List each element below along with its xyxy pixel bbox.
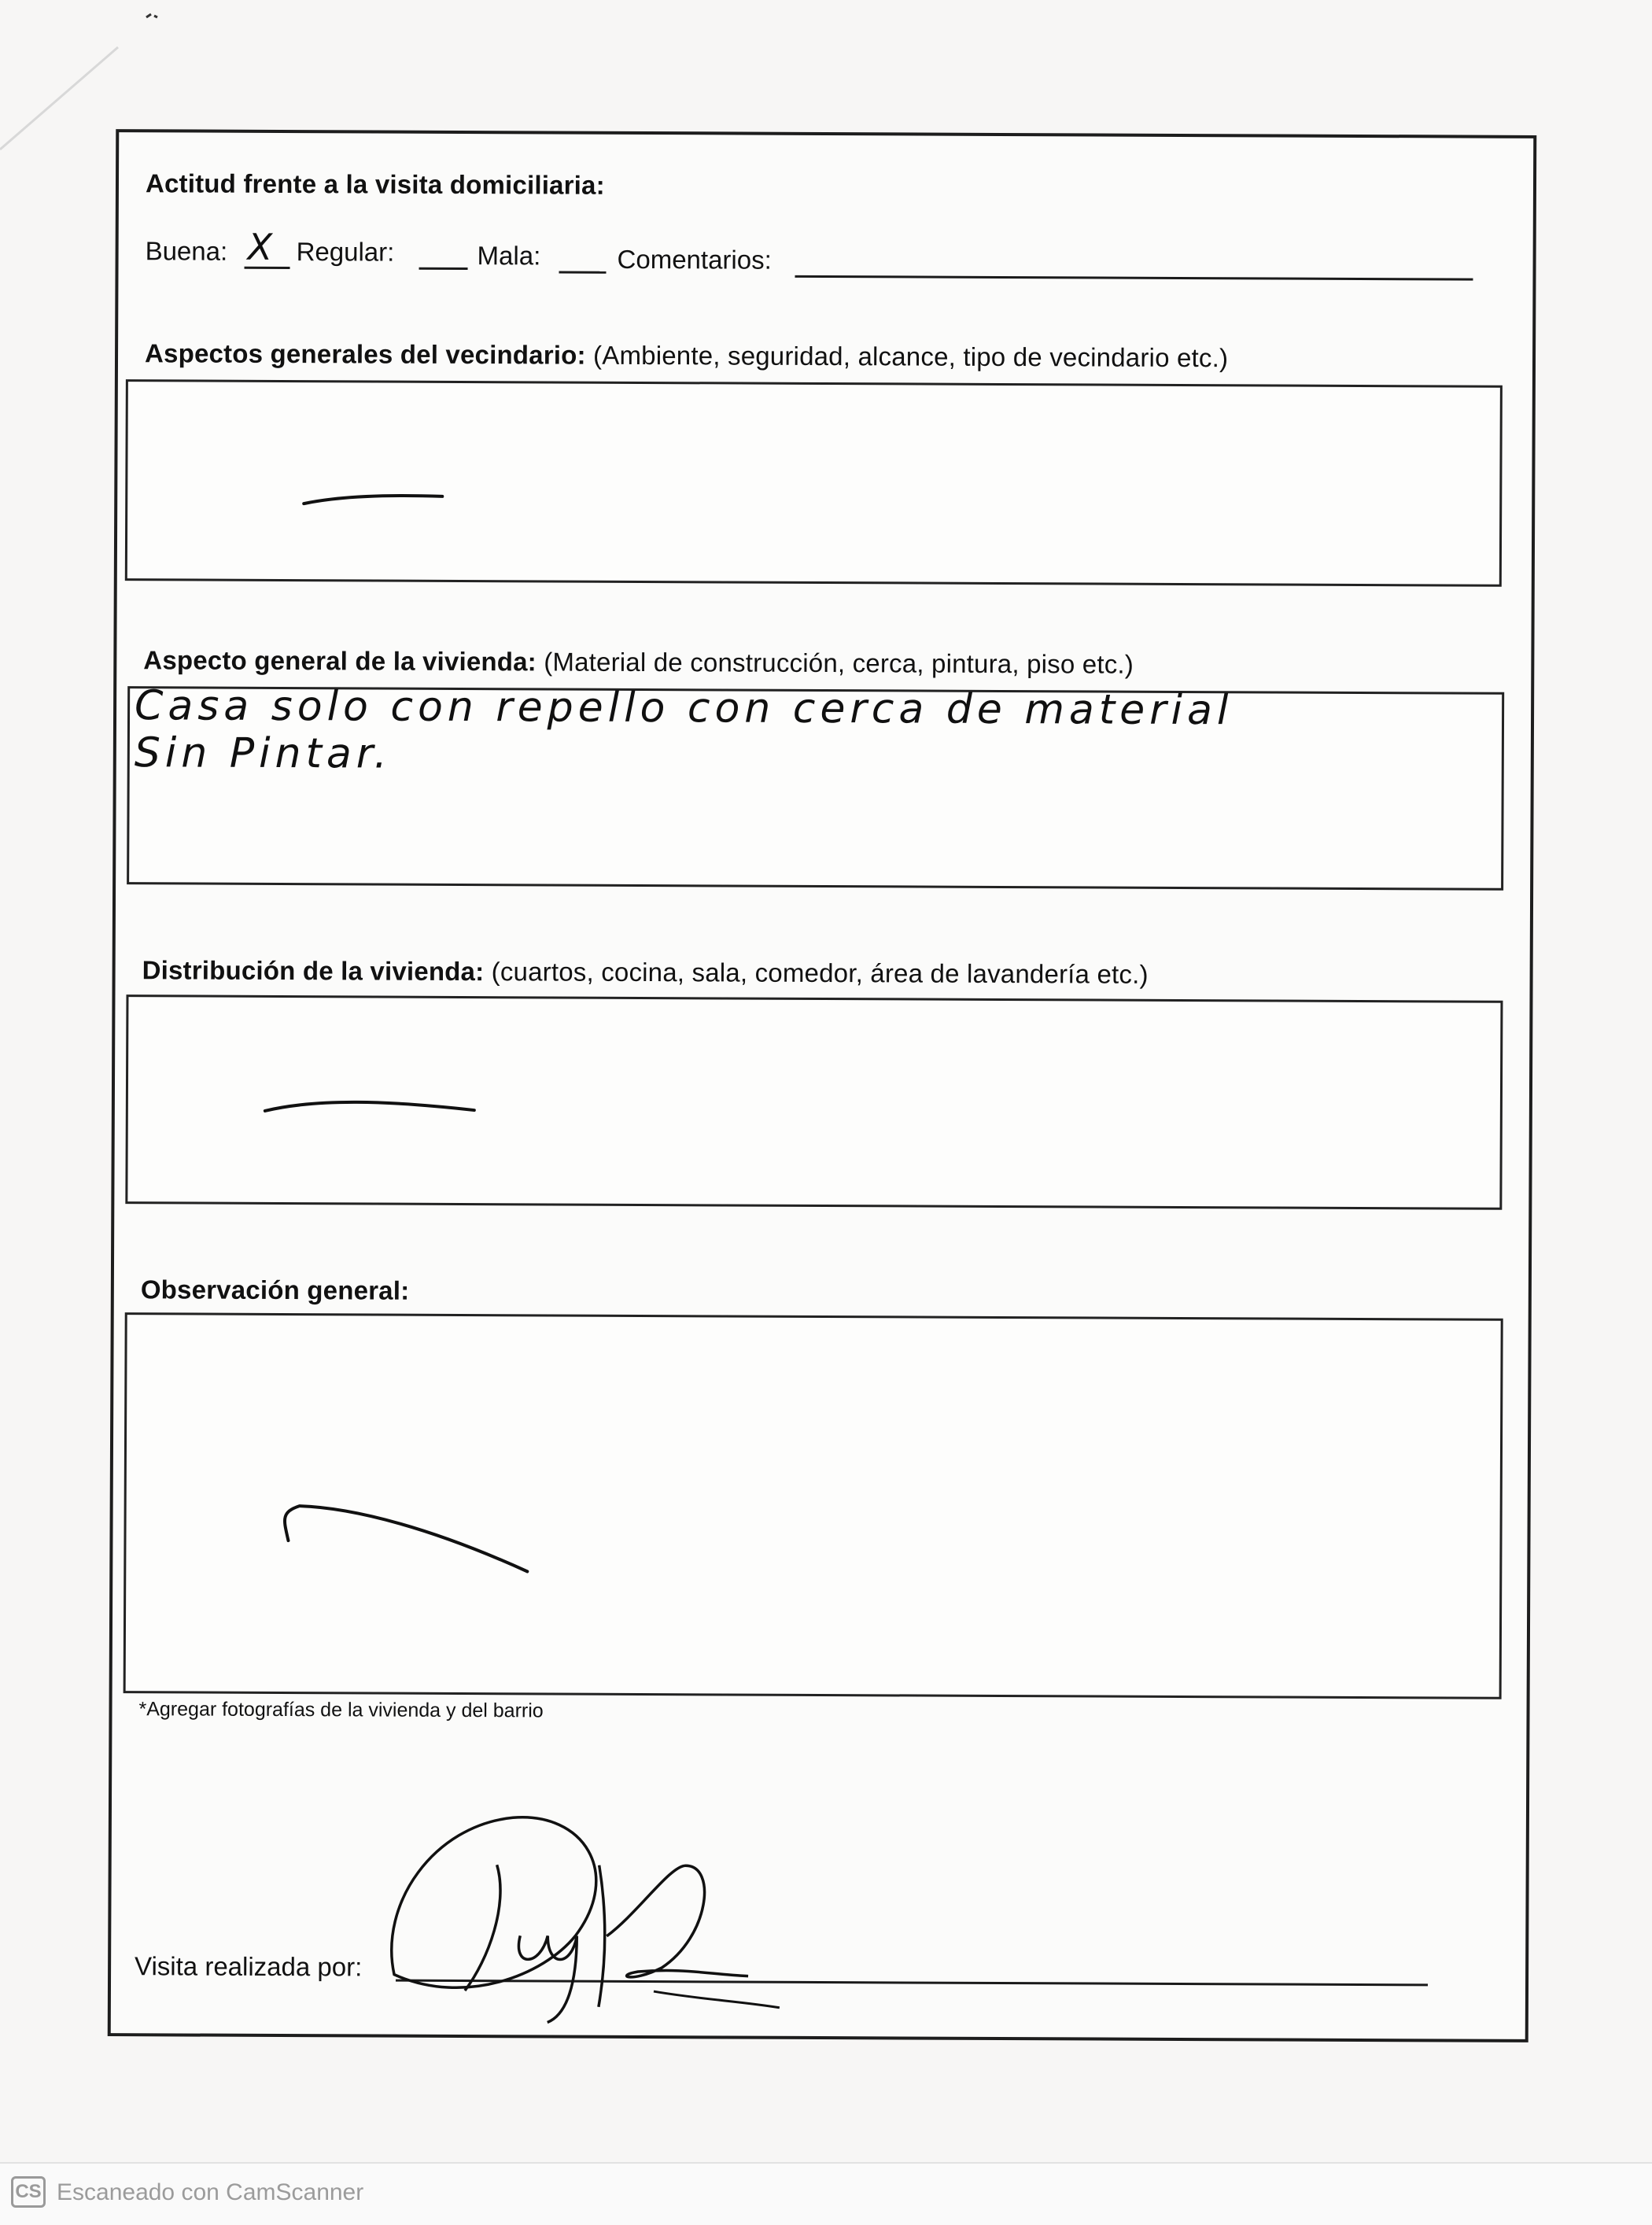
neighborhood-title: Aspectos generales del vecindario: [144, 338, 586, 370]
distribution-title: Distribución de la vivienda: [142, 955, 485, 987]
neighborhood-hint: (Ambiente, seguridad, alcance, tipo de vecindario etc.) [593, 340, 1229, 373]
housing-box[interactable] [127, 682, 1504, 891]
observation-box[interactable] [124, 1312, 1503, 1699]
photos-note: *Agregar fotografías de la vivienda y del barrio [138, 1698, 544, 1722]
attitude-title: Actitud frente a la visita domiciliaria: [145, 168, 605, 200]
buena-check-mark: X [247, 225, 273, 268]
distribution-heading [142, 955, 1149, 990]
regular-blank[interactable] [419, 268, 468, 270]
camscanner-footer [0, 2162, 1652, 2225]
comentarios-line[interactable] [795, 275, 1473, 281]
blank-dash-stroke [262, 1092, 498, 1124]
regular-label: Regular: [296, 237, 395, 267]
signature-image [371, 1778, 812, 2031]
distribution-hint: (cuartos, cocina, sala, comedor, área de lavandería etc.) [491, 957, 1149, 989]
buena-label: Buena: [145, 236, 228, 266]
form-page [108, 129, 1537, 2042]
housing-handwriting-line2: Sin Pintar. [134, 729, 393, 778]
housing-heading [143, 645, 1134, 679]
observation-title: Observación general: [140, 1275, 410, 1305]
visit-by-label: Visita realizada por: [135, 1951, 363, 1982]
mala-label: Mala: [477, 241, 541, 271]
camscanner-text: Escaneado con CamScanner [57, 2179, 364, 2205]
comentarios-label: Comentarios: [617, 244, 772, 275]
neighborhood-box[interactable] [125, 379, 1503, 587]
distribution-box[interactable] [125, 994, 1503, 1210]
housing-handwriting-line1: Casa solo con repello con cerca de material [134, 682, 1233, 735]
mala-blank[interactable] [559, 271, 607, 274]
blank-dash-stroke [275, 1489, 544, 1584]
neighborhood-heading [145, 338, 1228, 373]
housing-hint: (Material de construcción, cerca, pintura, piso etc.) [544, 647, 1134, 679]
blank-dash-stroke [301, 485, 458, 517]
housing-title: Aspecto general de la vivienda: [143, 645, 537, 677]
camscanner-logo: CS [11, 2176, 46, 2208]
